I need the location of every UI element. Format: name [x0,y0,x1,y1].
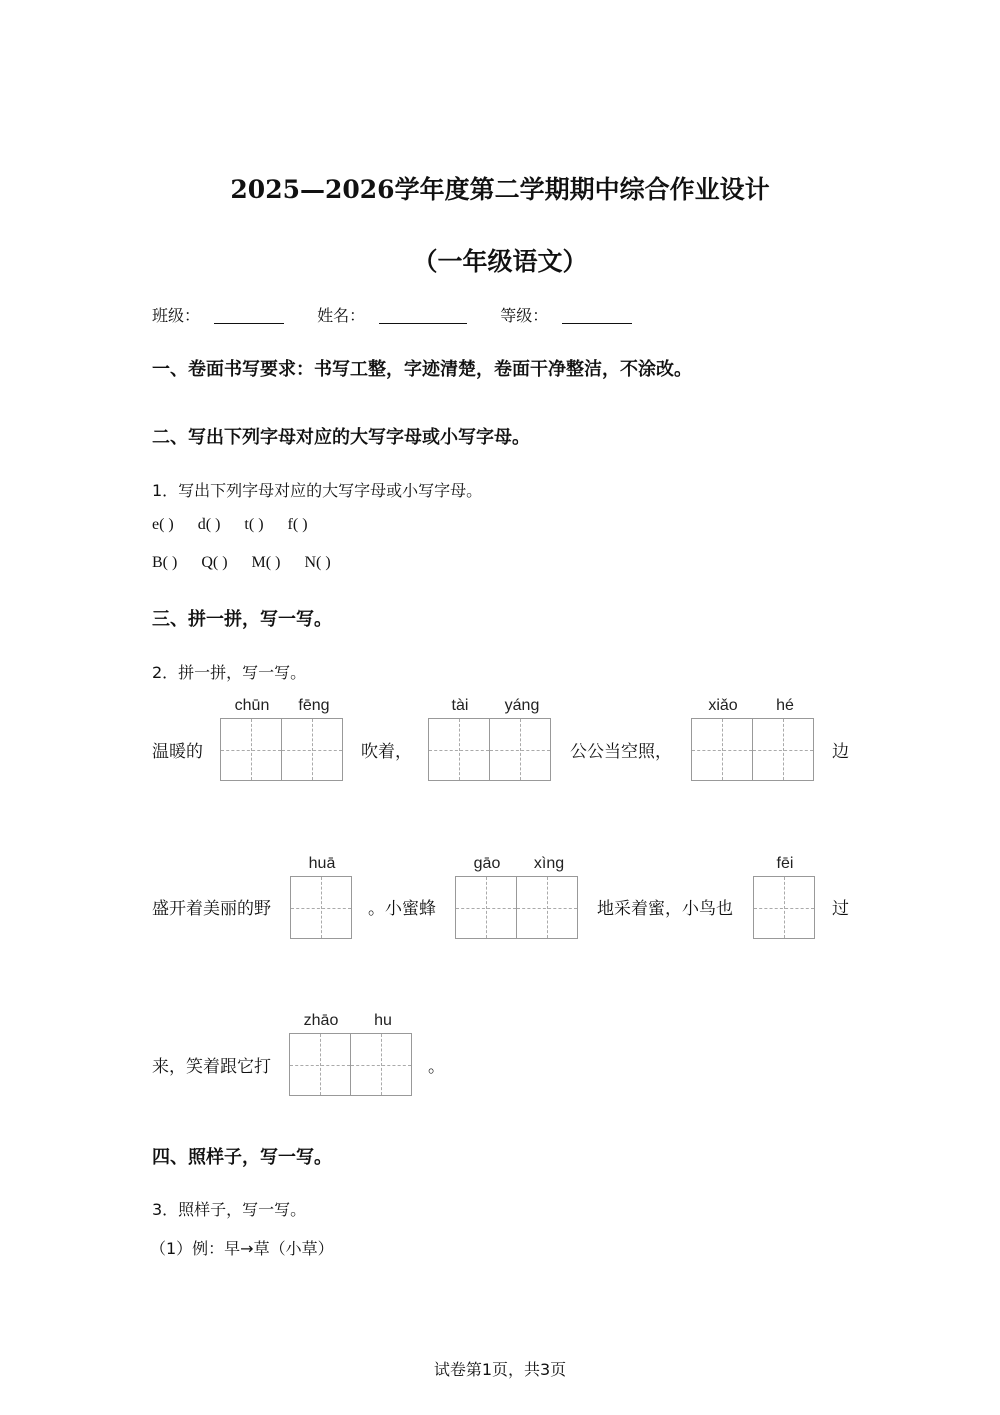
letter-item: B( ) [152,554,178,571]
pinyin-row [290,1012,414,1030]
sentence-text: 。小蜜蜂 [368,899,436,919]
pinyin: xìng [533,855,565,872]
writing-grid[interactable] [691,718,814,781]
student-info-line [152,303,646,326]
tianzige-cell[interactable] [351,1034,411,1095]
pinyin-row [692,697,816,715]
pinyin-row [429,697,553,715]
pinyin-row [456,855,580,873]
class-blank [214,307,284,324]
tianzige-cell[interactable] [692,719,753,780]
pinyin: zhāo [303,1012,339,1029]
question-2: 2．拼一拼，写一写。 [152,663,307,682]
letter-item: t( ) [244,516,264,533]
pinyin-row [291,855,353,873]
sentence-text: 吹着， [361,742,412,762]
writing-grid[interactable] [220,718,343,781]
tianzige-cell[interactable] [429,719,490,780]
tianzige-cell[interactable] [517,877,577,938]
name-label: 姓名： [317,306,366,325]
pinyin: yáng [504,697,540,714]
page-footer: 试卷第1页，共3页 [433,1360,567,1379]
question-1: 1．写出下列字母对应的大写字母或小写字母。 [152,481,483,500]
letter-item: N( ) [304,554,331,571]
grade-blank [562,307,632,324]
sentence-text: 温暖的 [152,742,203,762]
name-blank [379,307,467,324]
sentence-text: 过 [832,899,849,919]
writing-grid[interactable] [428,718,551,781]
sentence-text: 盛开着美丽的野 [152,899,271,919]
letters-row-1 [152,516,328,534]
letter-item: f( ) [287,516,308,533]
tianzige-cell[interactable] [753,719,813,780]
tianzige-cell[interactable] [221,719,282,780]
letter-item: e( ) [152,516,174,533]
sentence-text: 。 [428,1057,445,1077]
tianzige-cell[interactable] [754,877,814,938]
letters-row-2 [152,554,351,572]
pinyin: xiǎo [708,697,738,714]
letter-item: d( ) [197,516,221,533]
pinyin-row [754,855,816,873]
section-1-heading: 一、卷面书写要求：书写工整，字迹清楚，卷面干净整洁，不涂改。 [152,359,692,380]
pinyin: chūn [234,697,270,714]
tianzige-cell[interactable] [282,719,342,780]
letter-item: M( ) [251,554,281,571]
writing-grid[interactable] [290,876,352,939]
sentence-text: 公公当空照， [570,742,672,762]
section-2-heading: 二、写出下列字母对应的大写字母或小写字母。 [152,427,530,448]
sentence-text: 地采着蜜，小鸟也 [597,899,733,919]
section-3-heading: 三、拼一拼，写一写。 [152,609,332,630]
grade-label: 等级： [500,306,549,325]
letter-item: Q( ) [201,554,228,571]
pinyin-row [221,697,345,715]
pinyin: huā [308,855,336,872]
tianzige-cell[interactable] [290,1034,351,1095]
sentence-text: 边 [832,742,849,762]
writing-grid[interactable] [289,1033,412,1096]
writing-grid[interactable] [455,876,578,939]
pinyin: fēi [776,855,794,872]
question-3: 3．照样子，写一写。 [152,1200,307,1219]
pinyin: tài [451,697,469,714]
sentence-text: 来，笑着跟它打 [152,1057,271,1077]
tianzige-cell[interactable] [490,719,550,780]
tianzige-cell[interactable] [291,877,351,938]
pinyin: gāo [473,855,501,872]
writing-grid[interactable] [753,876,815,939]
pinyin: hu [374,1012,392,1029]
example-line: （1）例：早→草（小草） [150,1239,334,1258]
pinyin: hé [776,697,794,714]
tianzige-cell[interactable] [456,877,517,938]
pinyin: fēng [298,697,330,714]
page-title: 2025—2026学年度第二学期期中综合作业设计 [230,175,770,204]
page-subtitle: （一年级语文） [412,247,588,276]
class-label: 班级： [152,306,201,325]
section-4-heading: 四、照样子，写一写。 [152,1147,332,1168]
